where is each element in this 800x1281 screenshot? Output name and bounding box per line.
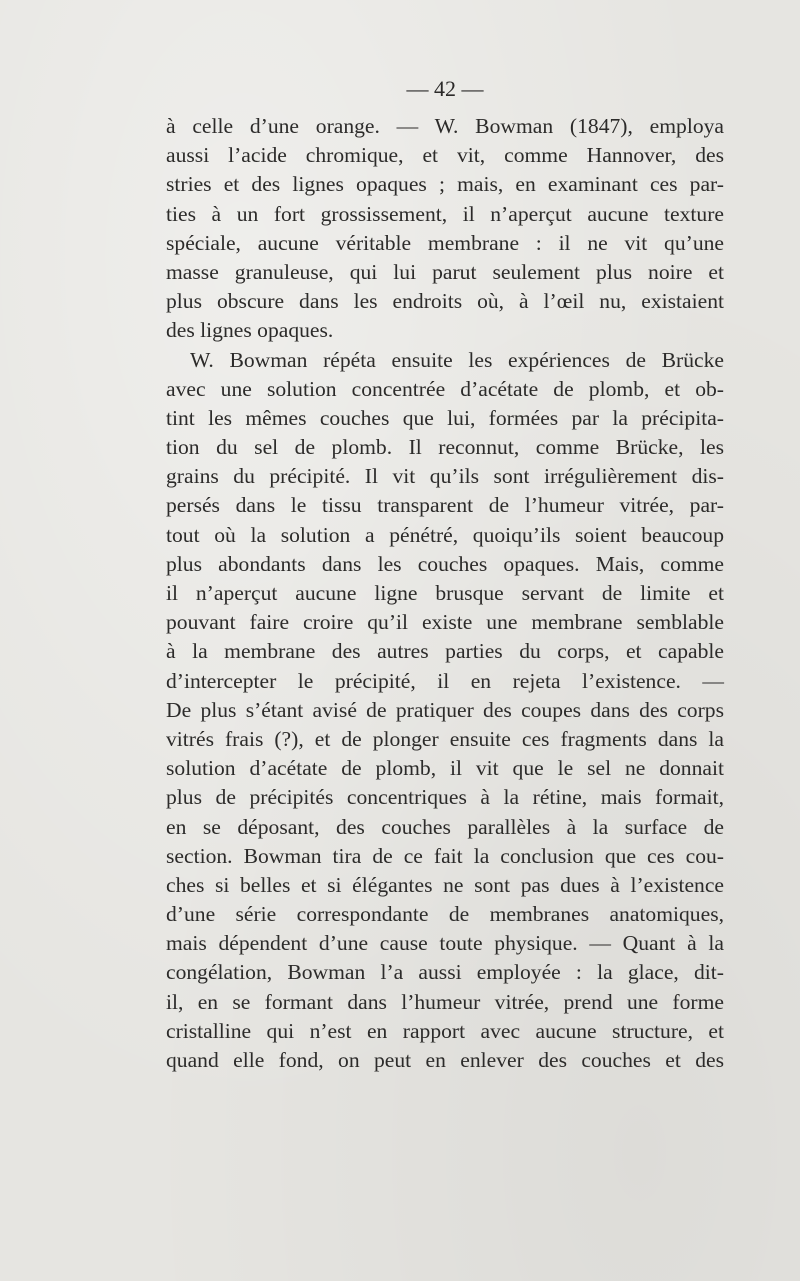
- text-line: solution d’acétate de plomb, il vit que le sel ne donnait: [166, 756, 724, 781]
- text-line: avec une solution concentrée d’acétate de plomb, et ob-: [166, 376, 724, 401]
- text-line: grains du précipité. Il vit qu’ils sont irrégulièrement dis-: [166, 464, 724, 489]
- text-line: en se déposant, des couches parallèles à la surface de: [166, 814, 724, 839]
- text-line: De plus s’étant avisé de pratiquer des coupes dans des corps: [166, 697, 724, 722]
- text-line: section. Bowman tira de ce fait la conclusion que ces cou-: [166, 843, 724, 868]
- text-line: tion du sel de plomb. Il reconnut, comme Brücke, les: [166, 435, 724, 460]
- text-line: quand elle fond, on peut en enlever des couches et des: [166, 1048, 724, 1072]
- text-line: spéciale, aucune véritable membrane : il ne vit qu’une: [166, 230, 724, 255]
- text-line: masse granuleuse, qui lui parut seulement plus noire et: [166, 259, 724, 284]
- text-line: pouvant faire croire qu’il existe une membrane semblable: [166, 610, 724, 635]
- text-line: tout où la solution a pénétré, quoiqu’ils soient beaucoup: [166, 522, 724, 547]
- text-line: tint les mêmes couches que lui, formées par la précipita-: [166, 405, 724, 430]
- text-line: stries et des lignes opaques ; mais, en examinant ces par-: [166, 172, 724, 197]
- text-line: plus obscure dans les endroits où, à l’œil nu, existaient: [166, 289, 724, 314]
- text-line: ches si belles et si élégantes ne sont pas dues à l’existence: [166, 872, 724, 897]
- text-line: ties à un fort grossissement, il n’aperçut aucune texture: [166, 201, 724, 226]
- text-line: vitrés frais (?), et de plonger ensuite ces fragments dans la: [166, 726, 724, 751]
- text-line: à la membrane des autres parties du corps, et capable: [166, 639, 724, 664]
- text-line: il n’aperçut aucune ligne brusque servant de limite et: [166, 581, 724, 605]
- body-text: [166, 112, 724, 1075]
- text-line: il, en se formant dans l’humeur vitrée, prend une forme: [166, 989, 724, 1014]
- text-line: mais dépendent d’une cause toute physique. — Quant à la: [166, 931, 724, 956]
- text-line: plus abondants dans les couches opaques. Mais, comme: [166, 551, 724, 576]
- page-number: — 42 —: [406, 76, 484, 101]
- text-line: à celle d’une orange. — W. Bowman (1847), employa: [166, 114, 724, 138]
- text-line: congélation, Bowman l’a aussi employée : la glace, dit-: [166, 960, 724, 985]
- text-line: cristalline qui n’est en rapport avec aucune structure, et: [166, 1018, 724, 1043]
- text-line: d’intercepter le précipité, il en rejeta l’existence. —: [166, 668, 724, 693]
- text-line: aussi l’acide chromique, et vit, comme Hannover, des: [166, 143, 724, 168]
- text-line: d’une série correspondante de membranes anatomiques,: [166, 902, 724, 927]
- text-line: W. Bowman répéta ensuite les expériences de Brücke: [190, 347, 724, 372]
- text-line: persés dans le tissu transparent de l’humeur vitrée, par-: [166, 493, 724, 518]
- text-line: des lignes opaques.: [166, 318, 334, 343]
- text-line: plus de précipités concentriques à la rétine, mais formait,: [166, 785, 724, 810]
